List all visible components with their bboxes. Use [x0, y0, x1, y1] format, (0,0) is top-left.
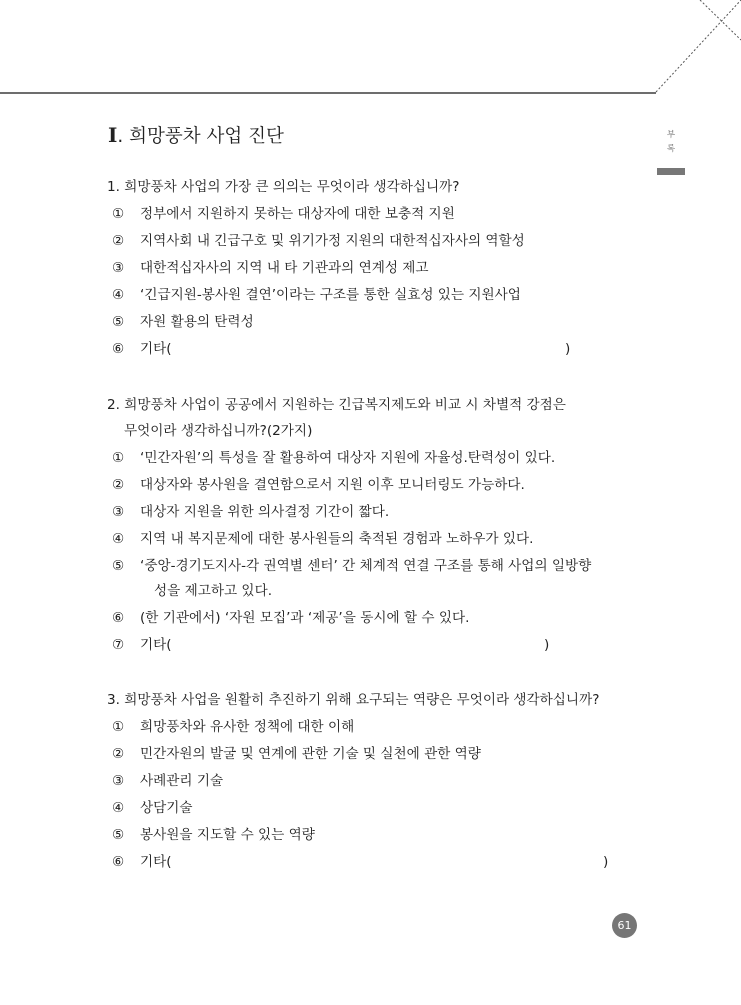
option-number: ①: [112, 206, 125, 222]
question-2-option-6[interactable]: [112, 605, 591, 632]
question-3-option-2[interactable]: [112, 741, 599, 768]
option-number: ⑥: [112, 610, 125, 626]
question-3: [107, 687, 609, 876]
section-numeral: Ⅰ: [108, 123, 118, 147]
question-2-option-1[interactable]: [112, 445, 591, 472]
other-close-paren: ): [603, 854, 609, 870]
option-text: 민간자원의 발굴 및 연계에 관한 기술 및 실천에 관한 역량: [140, 746, 481, 762]
option-text: ‘민간자원’의 특성을 잘 활용하여 대상자 지원에 자율성.탄력성이 있다.: [140, 450, 556, 466]
option-number: ①: [112, 450, 125, 466]
option-text: 대한적십자사의 지역 내 타 기관과의 연계성 제고: [140, 260, 429, 276]
option-text: 희망풍차와 유사한 정책에 대한 이해: [140, 719, 355, 735]
option-number: ④: [112, 800, 125, 816]
section-title: [108, 122, 284, 148]
option-text: 자원 활용의 탄력성: [140, 314, 254, 330]
option-number: ④: [112, 531, 125, 547]
question-2-option-2[interactable]: [112, 472, 591, 499]
question-3-option-3[interactable]: [112, 768, 599, 795]
option-text: ‘중앙-경기도지사-각 권역별 센터’ 간 체계적 연결 구조를 통해 사업의 일방향: [140, 558, 592, 574]
other-close-paren: ): [565, 341, 571, 357]
option-number: ②: [112, 746, 125, 762]
section-title-text: 희망풍차 사업 진단: [129, 126, 284, 147]
option-text: 기타(: [140, 854, 172, 870]
question-3-option-1[interactable]: [112, 714, 599, 741]
option-text: 정부에서 지원하지 못하는 대상자에 대한 보충적 지원: [140, 206, 455, 222]
question-3-stem: 3. 희망풍차 사업을 원활히 추진하기 위해 요구되는 역량은 무엇이라 생각하십니까?: [107, 692, 600, 708]
question-2-stem: 2. 희망풍차 사업이 공공에서 지원하는 긴급복지제도와 비교 시 차별적 강점은: [107, 397, 566, 413]
question-1-option-1[interactable]: [112, 201, 525, 228]
option-number: ⑥: [112, 341, 125, 357]
option-text: 지역 내 복지문제에 대한 봉사원들의 축적된 경험과 노하우가 있다.: [140, 531, 534, 547]
question-1: [107, 174, 571, 363]
question-2-option-5[interactable]: [112, 553, 591, 605]
option-number: ②: [112, 233, 125, 249]
option-number: ②: [112, 477, 125, 493]
appendix-tab-bar: [657, 168, 685, 175]
option-number: ④: [112, 287, 125, 303]
option-text: 대상자와 봉사원을 결연함으로서 지원 이후 모니터링도 가능하다.: [140, 477, 525, 493]
section-dot: .: [117, 126, 124, 147]
appendix-tab-char-1: 부: [666, 130, 676, 140]
appendix-tab-char-2: 록: [666, 144, 676, 154]
option-text: 상담기술: [140, 800, 193, 816]
option-text: 사례관리 기술: [140, 773, 224, 789]
page-corner-decoration: [640, 0, 741, 100]
header-rule: [0, 92, 656, 94]
option-number: ⑥: [112, 854, 125, 870]
option-number: ①: [112, 719, 125, 735]
option-text: 대상자 지원을 위한 의사결정 기간이 짧다.: [140, 504, 390, 520]
question-1-option-2[interactable]: [112, 228, 525, 255]
question-1-options: [107, 201, 571, 363]
question-1-option-4[interactable]: [112, 282, 525, 309]
question-1-stem: 1. 희망풍차 사업의 가장 큰 의의는 무엇이라 생각하십니까?: [107, 179, 460, 195]
other-close-paren: ): [544, 637, 550, 653]
question-1-option-3[interactable]: [112, 255, 525, 282]
option-text: (한 기관에서) ‘자원 모집’과 ‘제공’을 동시에 할 수 있다.: [140, 610, 470, 626]
question-1-option-5[interactable]: [112, 309, 525, 336]
question-3-option-4[interactable]: [112, 795, 599, 822]
option-number: ③: [112, 260, 125, 276]
option-text: 지역사회 내 긴급구호 및 위기가정 지원의 대한적십자사의 역할성: [140, 233, 525, 249]
option-text: 기타(: [140, 637, 172, 653]
option-text-continued: 성을 제고하고 있다.: [154, 583, 273, 599]
question-2-stem-continued: 무엇이라 생각하십니까?(2가지): [124, 423, 313, 439]
question-2-option-7-other[interactable]: [112, 632, 591, 659]
question-2-option-3[interactable]: [112, 499, 591, 526]
option-number: ③: [112, 773, 125, 789]
question-2-options: [107, 445, 591, 659]
option-text: 기타(: [140, 341, 172, 357]
question-1-option-6-other[interactable]: [112, 336, 571, 363]
option-number: ③: [112, 504, 125, 520]
option-number: ⑤: [112, 827, 125, 843]
question-3-option-5[interactable]: [112, 822, 599, 849]
question-3-options: [107, 714, 609, 876]
option-text: 봉사원을 지도할 수 있는 역량: [140, 827, 315, 843]
question-3-option-6-other[interactable]: [112, 849, 609, 876]
option-text: ‘긴급지원-봉사원 결연’이라는 구조를 통한 실효성 있는 지원사업: [140, 287, 521, 303]
option-number: ⑤: [112, 558, 125, 574]
question-2: [107, 392, 591, 659]
appendix-tab: [658, 128, 684, 175]
question-2-option-4[interactable]: [112, 526, 591, 553]
option-number: ⑦: [112, 637, 125, 653]
option-number: ⑤: [112, 314, 125, 330]
page-number-badge: 61: [612, 913, 637, 938]
